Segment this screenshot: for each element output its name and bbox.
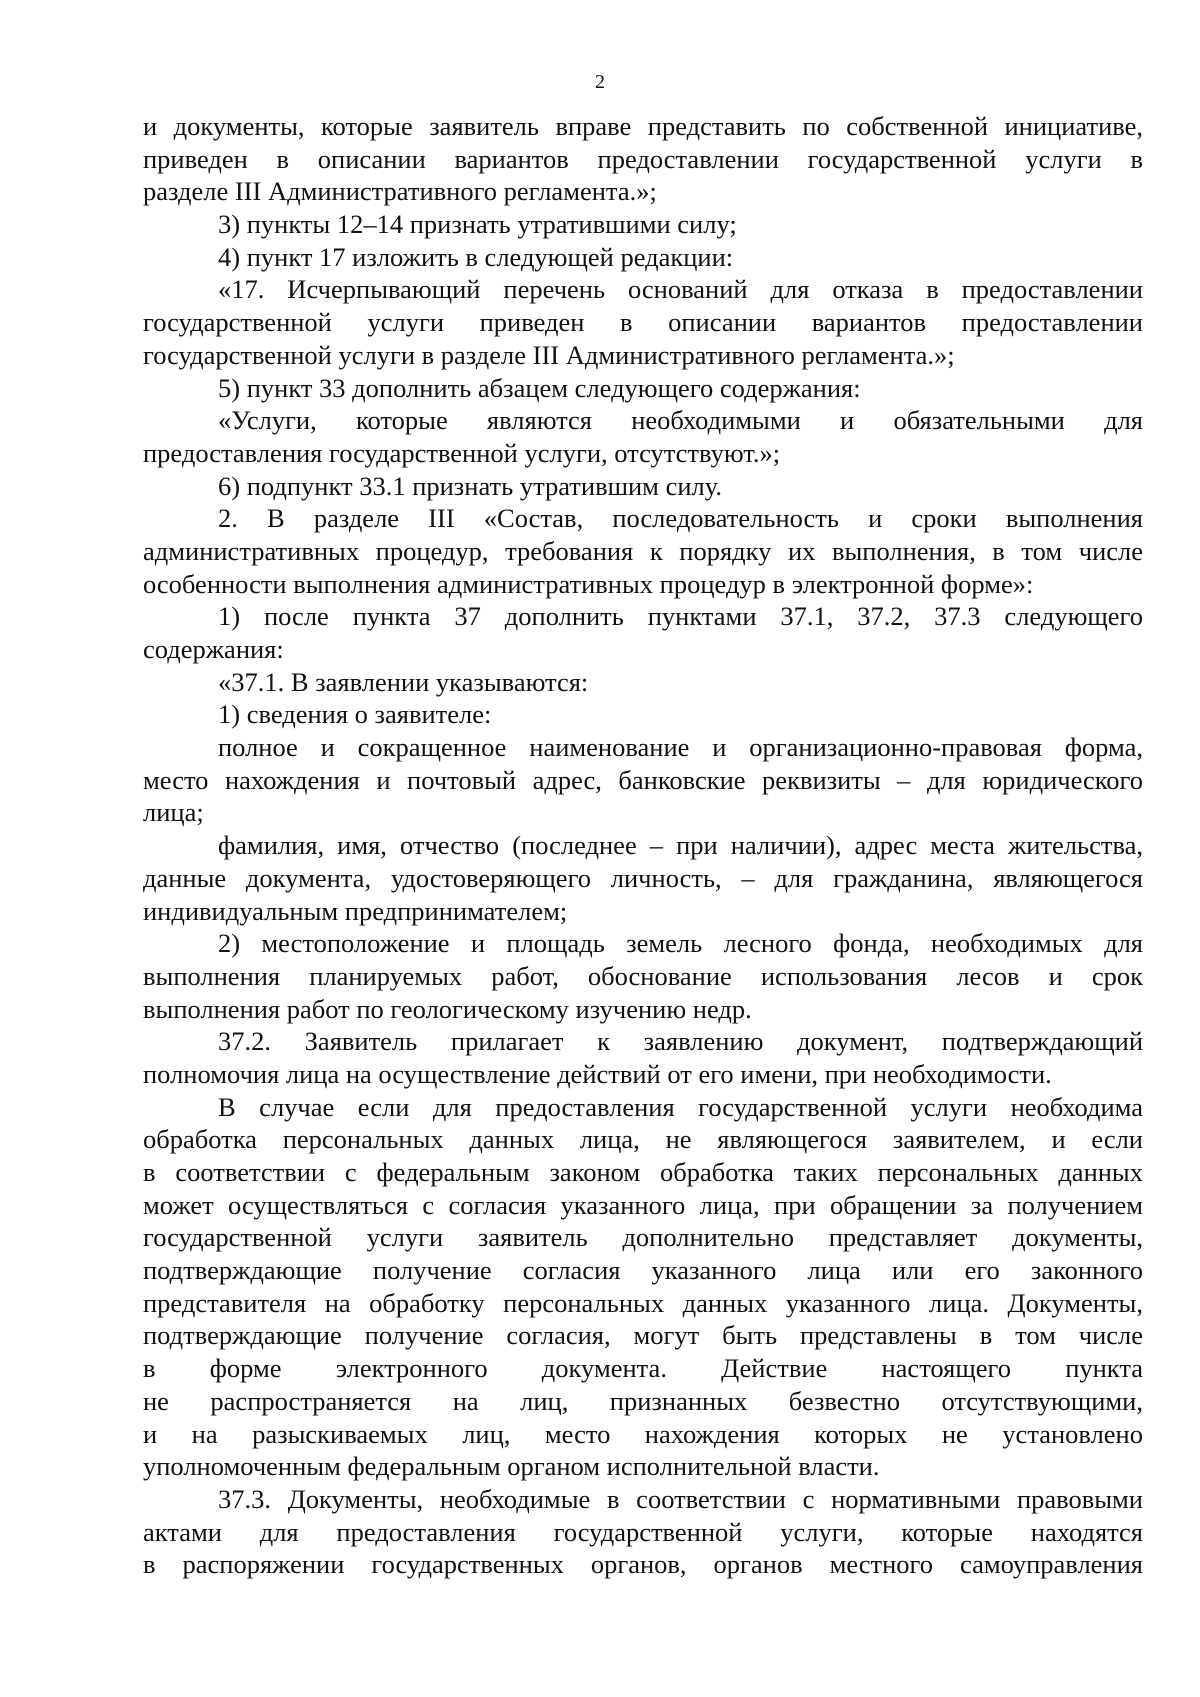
text-line: «37.1. В заявлении указываются: xyxy=(218,666,589,697)
page-number: 2 xyxy=(595,71,605,93)
text-line: 1) после пункта 37 дополнить пунктами 37.1, 37.2, 37.3 следующего xyxy=(218,601,1143,632)
text-line: индивидуальным предпринимателем; xyxy=(143,895,568,926)
text-line: актами для предоставления государственной услуги, которые находятся xyxy=(143,1516,1143,1547)
text-line: в соответствии с федеральным законом обработка таких персональных данных xyxy=(143,1157,1143,1187)
text-line: подтверждающие получение согласия, могут быть представлены в том числе xyxy=(143,1320,1143,1351)
text-line: 2. В разделе III «Состав, последовательность и сроки выполнения xyxy=(218,503,1143,534)
text-line: 2) местоположение и площадь земель лесного фонда, необходимых для xyxy=(218,928,1143,959)
text-line: государственной услуги приведен в описании вариантов предоставлении xyxy=(143,307,1143,338)
text-line: административных процедур, требования к порядку их выполнения, в том числе xyxy=(143,535,1143,566)
text-line: «17. Исчерпывающий перечень оснований для отказа в предоставлении xyxy=(218,274,1143,305)
text-line: в распоряжении государственных органов, органов местного самоуправления xyxy=(143,1549,1143,1580)
text-line: приведен в описании вариантов предоставлении государственной услуги в xyxy=(143,143,1143,174)
text-line: выполнения работ по геологическому изучению недр. xyxy=(143,993,752,1024)
text-line: государственной услуги заявитель дополнительно представляет документы, xyxy=(143,1222,1143,1253)
text-line: 4) пункт 17 изложить в следующей редакции: xyxy=(218,241,734,272)
text-line: и на разыскиваемых лиц, место нахождения которых не установлено xyxy=(143,1418,1143,1449)
document-body xyxy=(143,110,1143,1581)
text-line: может осуществляться с согласия указанного лица, при обращении за получением xyxy=(143,1189,1143,1220)
text-line: 1) сведения о заявителе: xyxy=(218,699,492,730)
text-line: представителя на обработку персональных данных указанного лица. Документы, xyxy=(143,1287,1143,1318)
text-line: предоставления государственной услуги, отсутствуют.»; xyxy=(143,437,781,468)
text-line: обработка персональных данных лица, не являющегося заявителем, и если xyxy=(143,1124,1143,1155)
text-line: полное и сокращенное наименование и организационно-правовая форма, xyxy=(218,732,1143,763)
text-line: полномочия лица на осуществление действий от его имени, при необходимости. xyxy=(143,1058,1052,1089)
text-line: 37.2. Заявитель прилагает к заявлению документ, подтверждающий xyxy=(218,1026,1143,1057)
text-line: в форме электронного документа. Действие настоящего пункта xyxy=(143,1353,1143,1384)
text-line: место нахождения и почтовый адрес, банковские реквизиты – для юридического xyxy=(143,764,1143,795)
text-line: В случае если для предоставления государственной услуги необходима xyxy=(218,1091,1143,1122)
text-line: 6) подпункт 33.1 признать утратившим силу. xyxy=(218,470,722,501)
text-line: 5) пункт 33 дополнить абзацем следующего содержания: xyxy=(218,372,861,403)
text-line: и документы, которые заявитель вправе представить по собственной инициативе, xyxy=(143,111,1143,141)
text-line: «Услуги, которые являются необходимыми и обязательными для xyxy=(218,405,1143,436)
text-line: разделе III Административного регламента.»; xyxy=(143,176,657,207)
text-line: 3) пункты 12–14 признать утратившими силу; xyxy=(218,209,737,240)
text-line: лица; xyxy=(143,797,204,828)
text-line: уполномоченным федеральным органом исполнительной власти. xyxy=(143,1451,880,1482)
text-line: подтверждающие получение согласия указанного лица или его законного xyxy=(143,1255,1143,1286)
text-line: фамилия, имя, отчество (последнее – при наличии), адрес места жительства, xyxy=(218,830,1143,861)
text-line: 37.3. Документы, необходимые в соответствии с нормативными правовыми xyxy=(218,1483,1143,1514)
text-line: содержания: xyxy=(143,634,284,664)
text-line: особенности выполнения административных процедур в электронной форме»: xyxy=(143,568,1034,599)
text-line: данные документа, удостоверяющего личность, – для гражданина, являющегося xyxy=(143,862,1143,893)
text-line: выполнения планируемых работ, обоснование использования лесов и срок xyxy=(143,960,1143,991)
text-line: не распространяется на лиц, признанных безвестно отсутствующими, xyxy=(143,1385,1143,1416)
text-line: государственной услуги в разделе III Административного регламента.»; xyxy=(143,339,955,370)
